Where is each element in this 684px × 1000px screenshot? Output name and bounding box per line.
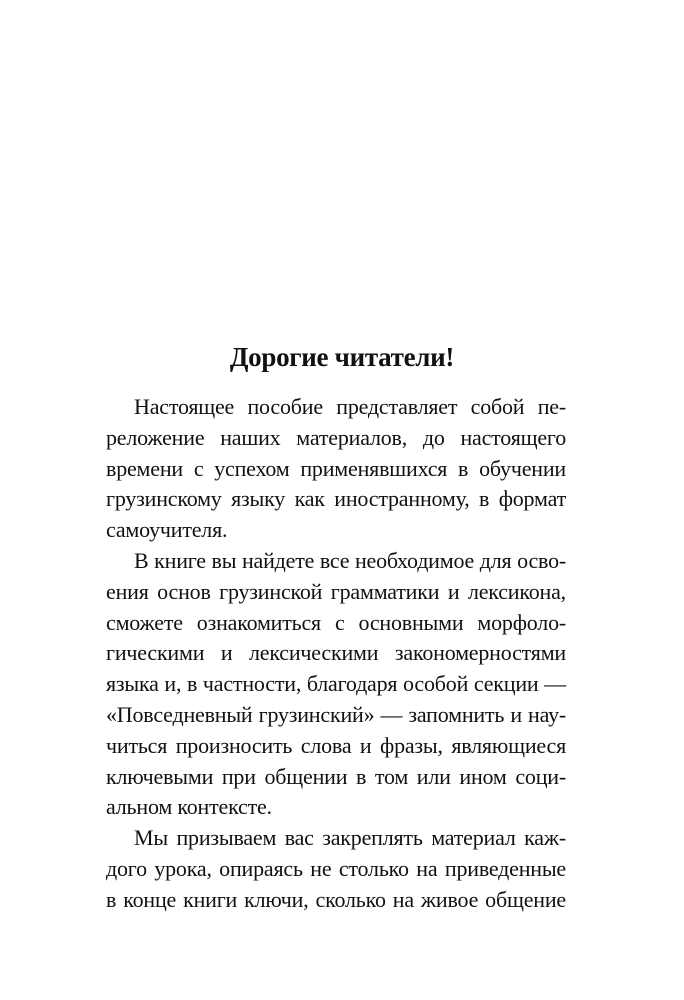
text-line: Мы призываем вас закреплять материал каж- xyxy=(134,825,566,851)
page-title: Дорогие читатели! xyxy=(229,342,455,372)
text-line: ключевыми при общении в том или ином соци- xyxy=(106,763,566,789)
text-line: в конце книги ключи, сколько на живое общение xyxy=(106,886,566,912)
text-line: В книге вы найдете все необходимое для осво- xyxy=(134,547,566,573)
body-text xyxy=(106,392,566,916)
text-line: сможете ознакомиться с основными морфоло- xyxy=(106,609,566,635)
text-line: Настоящее пособие представляет собой пе- xyxy=(134,394,566,419)
text-line: «Повседневный грузинский» — запомнить и нау- xyxy=(106,701,566,727)
text-line: реложение наших материалов, до настоящего xyxy=(106,424,566,450)
text-line: языка и, в частности, благодаря особой секции — xyxy=(106,671,566,697)
text-line: дого урока, опираясь не столько на приведенные xyxy=(106,855,566,881)
text-line: самоучителя. xyxy=(106,517,228,543)
text-line: времени с успехом применявшихся в обучении xyxy=(106,455,566,481)
text-line: грузинскому языку как иностранному, в формат xyxy=(106,486,566,512)
text-line: читься произносить слова и фразы, являющиеся xyxy=(106,732,566,758)
text-line: гическими и лексическими закономерностями xyxy=(106,640,566,666)
text-line: альном контексте. xyxy=(106,794,272,820)
text-line: ения основ грузинской грамматики и лексикона, xyxy=(106,578,566,604)
